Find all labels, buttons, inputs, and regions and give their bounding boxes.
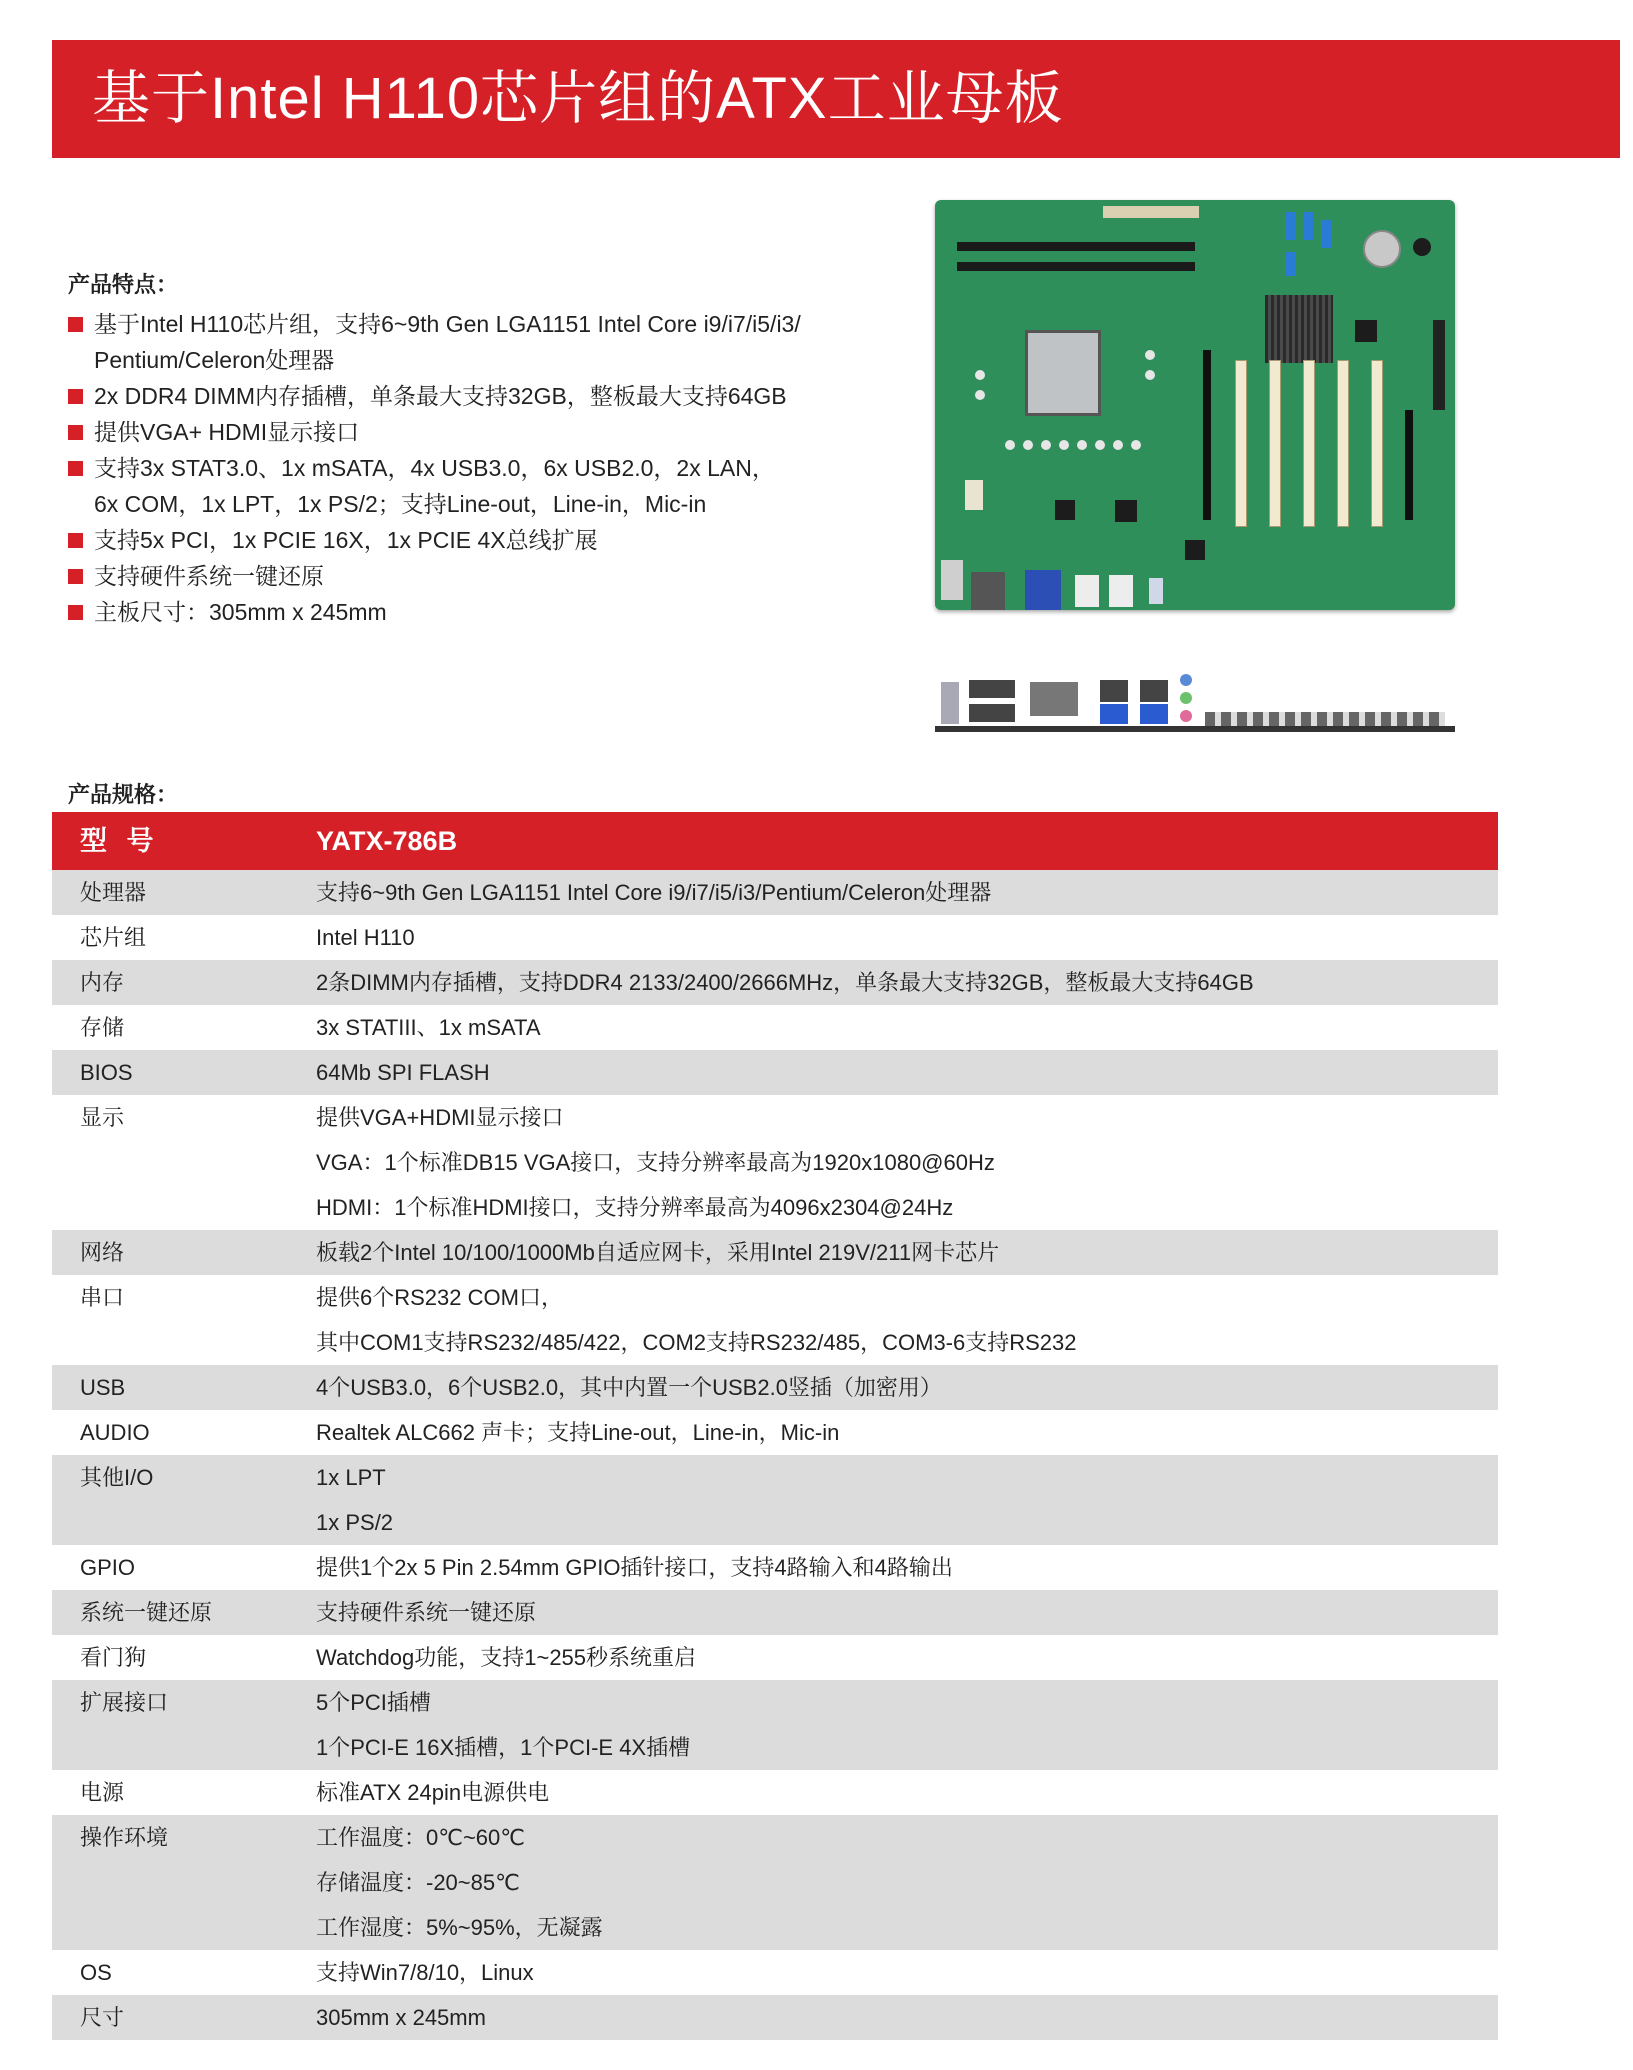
- spec-row: [52, 1365, 1498, 1410]
- pci-slot: [1269, 360, 1281, 527]
- feature-text: 主板尺寸：305mm x 245mm: [94, 599, 387, 625]
- feature-item: [68, 522, 888, 558]
- capacitor: [1059, 440, 1069, 450]
- spec-label: BIOS: [80, 1060, 133, 1085]
- spec-label: 其他I/O: [80, 1465, 154, 1490]
- spec-value: 支持硬件系统一键还原: [316, 1600, 537, 1625]
- sata-connector: [1285, 212, 1295, 240]
- pcie-slot: [1203, 350, 1211, 520]
- lan-port: [1140, 680, 1168, 702]
- spec-label: USB: [80, 1375, 126, 1400]
- capacitor: [1041, 440, 1051, 450]
- spec-label: AUDIO: [80, 1420, 150, 1445]
- spec-values: [316, 1995, 1498, 2040]
- capacitor: [1077, 440, 1087, 450]
- bullet-icon: [68, 425, 83, 440]
- spec-values: [316, 1230, 1498, 1275]
- spec-row: [52, 1005, 1498, 1050]
- spec-row: [52, 1770, 1498, 1815]
- capacitor: [1145, 350, 1155, 360]
- bullet-icon: [68, 461, 83, 476]
- spec-label: GPIO: [80, 1555, 136, 1580]
- title-banner: [52, 40, 1620, 158]
- capacitor: [975, 390, 985, 400]
- buzzer: [1413, 238, 1431, 256]
- model-label: 型 号: [80, 826, 160, 856]
- audio-jack: [1180, 710, 1192, 722]
- feature-item: [68, 594, 888, 630]
- cmos-battery: [1363, 230, 1401, 268]
- spec-row: [52, 1455, 1498, 1545]
- ps2-port: [941, 682, 959, 724]
- spec-value: 5个PCI插槽: [316, 1690, 431, 1715]
- spec-value: 支持6~9th Gen LGA1151 Intel Core i9/i7/i5/i3/Pentium/Celeron处理器: [316, 880, 992, 905]
- capacitor: [1113, 440, 1123, 450]
- sata-connector: [1303, 212, 1313, 240]
- feature-text: 支持硬件系统一键还原: [94, 563, 324, 589]
- spec-row: [52, 1545, 1498, 1590]
- spec-label: 操作环境: [80, 1825, 169, 1850]
- pci-slot: [1371, 360, 1383, 527]
- spec-table: [52, 812, 1498, 2040]
- spec-value: Intel H110: [316, 925, 415, 950]
- spec-values: [316, 1815, 1498, 1950]
- feature-item: [68, 306, 888, 378]
- spec-row: [52, 870, 1498, 915]
- spec-row: [52, 1950, 1498, 1995]
- spec-value: 3x STATIII、1x mSATA: [316, 1015, 541, 1040]
- spec-values: [316, 960, 1498, 1005]
- motherboard-image: [935, 200, 1455, 610]
- capacitor: [1131, 440, 1141, 450]
- spec-value: 标准ATX 24pin电源供电: [316, 1780, 550, 1805]
- io-panel-image: [935, 672, 1455, 734]
- feature-text: 6x COM，1x LPT，1x PS/2；支持Line-out，Line-in，Mic-in: [94, 491, 707, 517]
- side-header: [1433, 320, 1445, 410]
- spec-label: 内存: [80, 970, 125, 995]
- spec-values: [316, 1365, 1498, 1410]
- spec-table-header: [52, 812, 1498, 870]
- feature-text: 支持3x STAT3.0、1x mSATA，4x USB3.0，6x USB2.0，2x LAN，: [94, 455, 775, 481]
- bullet-icon: [68, 389, 83, 404]
- spec-values: [316, 1095, 1498, 1230]
- capacitor: [1145, 370, 1155, 380]
- cpu-socket: [1025, 330, 1101, 416]
- audio-jack: [1180, 692, 1192, 704]
- spec-value: 1个PCI-E 16X插槽，1个PCI-E 4X插槽: [316, 1735, 691, 1760]
- capacitor: [975, 370, 985, 380]
- spec-value: 支持Win7/8/10，Linux: [316, 1960, 534, 1985]
- spec-values: [316, 915, 1498, 960]
- vga-port: [1025, 570, 1061, 610]
- com-port: [971, 572, 1005, 610]
- spec-value: 提供1个2x 5 Pin 2.54mm GPIO插针接口，支持4路输入和4路输出: [316, 1555, 953, 1580]
- feature-text: Pentium/Celeron处理器: [94, 347, 335, 373]
- spec-value: 2条DIMM内存插槽，支持DDR4 2133/2400/2666MHz，单条最大支持32GB，整板最大支持64GB: [316, 970, 1254, 995]
- page-title: 基于Intel H110芯片组的ATX工业母板: [92, 66, 1064, 131]
- chipset-heatsink: [1265, 295, 1333, 363]
- usb-port: [1140, 704, 1168, 724]
- pci-slot: [1337, 360, 1349, 527]
- pcie-slot: [1405, 410, 1413, 520]
- spec-values: [316, 1410, 1498, 1455]
- spec-row: [52, 915, 1498, 960]
- spec-label: 芯片组: [80, 925, 147, 950]
- com-port: [969, 704, 1015, 722]
- spec-label: 系统一键还原: [80, 1600, 213, 1625]
- spec-row: [52, 1635, 1498, 1680]
- spec-values: [316, 870, 1498, 915]
- io-panel-base: [935, 726, 1455, 732]
- usb-port: [1100, 704, 1128, 724]
- spec-row: [52, 1410, 1498, 1455]
- spec-values: [316, 1050, 1498, 1095]
- spec-row: [52, 1230, 1498, 1275]
- com-port: [969, 680, 1015, 698]
- spec-row: [52, 1680, 1498, 1770]
- spec-label: 网络: [80, 1240, 125, 1265]
- spec-values: [316, 1680, 1498, 1770]
- bullet-icon: [68, 317, 83, 332]
- capacitor: [1005, 440, 1015, 450]
- spec-row: [52, 1590, 1498, 1635]
- spec-row: [52, 960, 1498, 1005]
- spec-values: [316, 1950, 1498, 1995]
- spec-label: 尺寸: [80, 2005, 125, 2030]
- feature-item: [68, 450, 888, 522]
- feature-item: [68, 378, 888, 414]
- spec-values: [316, 1275, 1498, 1365]
- spec-value: 提供6个RS232 COM口，: [316, 1285, 563, 1310]
- audio-jack: [1149, 578, 1163, 604]
- ps2-port: [941, 560, 963, 600]
- audio-chip: [1055, 500, 1075, 520]
- lan-chip: [1185, 540, 1205, 560]
- spec-value: 64Mb SPI FLASH: [316, 1060, 490, 1085]
- feature-text: 支持5x PCI，1x PCIE 16X，1x PCIE 4X总线扩展: [94, 527, 598, 553]
- spec-value: HDMI：1个标准HDMI接口，支持分辨率最高为4096x2304@24Hz: [316, 1195, 954, 1220]
- spec-values: [316, 1455, 1498, 1545]
- spec-value: 板载2个Intel 10/100/1000Mb自适应网卡，采用Intel 219V/211网卡芯片: [316, 1240, 1000, 1265]
- lan-port: [1100, 680, 1128, 702]
- spec-value: 1x LPT: [316, 1465, 386, 1490]
- spec-label: 电源: [80, 1780, 125, 1805]
- features-heading: 产品特点：: [68, 272, 179, 297]
- usb-port: [1075, 575, 1099, 607]
- spec-value: 存储温度：-20~85℃: [316, 1870, 520, 1895]
- spec-values: [316, 1005, 1498, 1050]
- pci-slot: [1303, 360, 1315, 527]
- dimm-slot: [957, 242, 1195, 251]
- capacitor: [1023, 440, 1033, 450]
- io-chip: [1355, 320, 1377, 342]
- features-list: [68, 306, 888, 630]
- spec-values: [316, 1545, 1498, 1590]
- spec-row: [52, 1050, 1498, 1095]
- pin-header: [1205, 712, 1445, 726]
- spec-row: [52, 1995, 1498, 2040]
- bullet-icon: [68, 569, 83, 584]
- bullet-icon: [68, 533, 83, 548]
- bullet-icon: [68, 605, 83, 620]
- spec-value: 4个USB3.0，6个USB2.0，其中内置一个USB2.0竖插（加密用）: [316, 1375, 942, 1400]
- spec-value: Watchdog功能，支持1~255秒系统重启: [316, 1645, 697, 1670]
- sata-connector: [1285, 252, 1295, 276]
- spec-rows: [52, 870, 1498, 2040]
- vga-port: [1030, 682, 1078, 716]
- spec-value: VGA：1个标准DB15 VGA接口，支持分辨率最高为1920x1080@60Hz: [316, 1150, 995, 1175]
- spec-label: 串口: [80, 1285, 125, 1310]
- capacitor: [1095, 440, 1105, 450]
- feature-item: [68, 558, 888, 594]
- specs-heading: 产品规格：: [68, 782, 179, 807]
- model-value: YATX-786B: [316, 826, 458, 856]
- spec-label: OS: [80, 1960, 112, 1985]
- spec-value: Realtek ALC662 声卡；支持Line-out，Line-in，Mic-in: [316, 1420, 840, 1445]
- spec-label: 处理器: [80, 880, 147, 905]
- spec-values: [316, 1635, 1498, 1680]
- feature-text: 2x DDR4 DIMM内存插槽，单条最大支持32GB，整板最大支持64GB: [94, 383, 787, 409]
- spec-values: [316, 1770, 1498, 1815]
- spec-value: 提供VGA+HDMI显示接口: [316, 1105, 564, 1130]
- spec-value: 工作温度：0℃~60℃: [316, 1825, 525, 1850]
- spec-row: [52, 1095, 1498, 1230]
- feature-item: [68, 414, 888, 450]
- spec-label: 看门狗: [80, 1645, 147, 1670]
- spec-value: 305mm x 245mm: [316, 2005, 486, 2030]
- top-header: [1103, 206, 1199, 218]
- usb-port: [1109, 575, 1133, 607]
- audio-jack: [1180, 674, 1192, 686]
- spec-values: [316, 1590, 1498, 1635]
- dimm-slot: [957, 262, 1195, 271]
- spec-row: [52, 1275, 1498, 1365]
- spec-row: [52, 1815, 1498, 1950]
- spec-label: 显示: [80, 1105, 125, 1130]
- spec-label: 扩展接口: [80, 1690, 169, 1715]
- spec-label: 存储: [80, 1015, 125, 1040]
- pci-slot: [1235, 360, 1247, 527]
- sata-connector: [1321, 220, 1331, 248]
- feature-text: 提供VGA+ HDMI显示接口: [94, 419, 360, 445]
- lan-chip: [1115, 500, 1137, 522]
- feature-text: 基于Intel H110芯片组，支持6~9th Gen LGA1151 Intel Core i9/i7/i5/i3/: [94, 311, 801, 337]
- spec-value: 工作湿度：5%~95%，无凝露: [316, 1915, 603, 1940]
- power-connector: [965, 480, 983, 510]
- spec-value: 其中COM1支持RS232/485/422，COM2支持RS232/485，COM3-6支持RS232: [316, 1330, 1077, 1355]
- spec-value: 1x PS/2: [316, 1510, 394, 1535]
